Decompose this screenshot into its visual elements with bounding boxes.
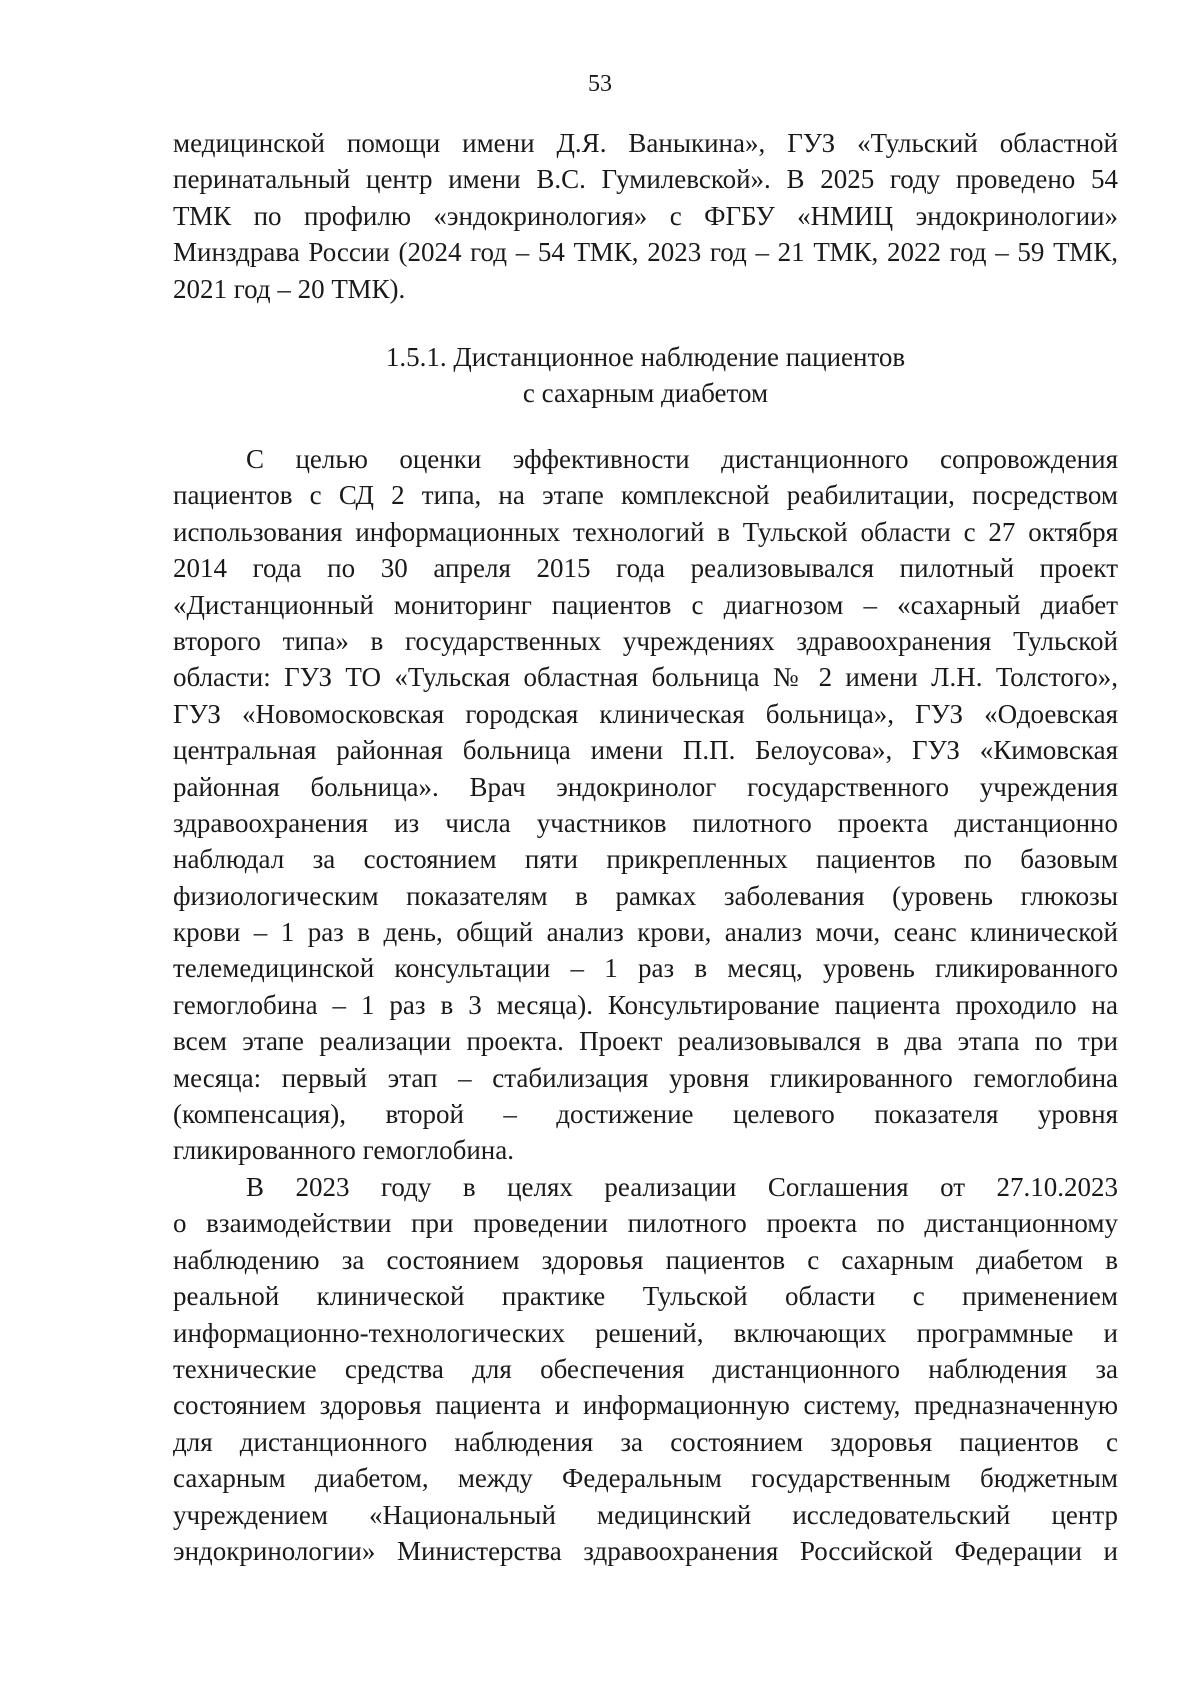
section-heading-line: 1.5.1. Дистанционное наблюдение пациентов xyxy=(385,342,906,372)
text-line: второго типа» в государственных учреждениях здравоохранения Тульской xyxy=(173,625,1118,656)
text-line: гликированного гемоглобина. xyxy=(173,1135,514,1166)
section-heading xyxy=(173,339,1118,412)
text-line: наблюдению за состоянием здоровья пациентов с сахарным диабетом в xyxy=(173,1244,1118,1275)
text-line: ТМК по профилю «эндокринология» с ФГБУ «НМИЦ эндокринологии» xyxy=(173,200,1118,231)
page-number: 53 xyxy=(588,71,612,97)
text-line: Минздрава России (2024 год – 54 ТМК, 2023 год – 21 ТМК, 2022 год – 59 ТМК, xyxy=(173,237,1118,268)
text-line: ГУЗ «Новомосковская городская клиническая больница», ГУЗ «Одоевская xyxy=(173,698,1118,729)
text-line: состоянием здоровья пациента и информационную систему, предназначенную xyxy=(173,1390,1118,1421)
text-line: сахарным диабетом, между Федеральным государственным бюджетным xyxy=(173,1463,1118,1494)
text-line: использования информационных технологий в Тульской области с 27 октября xyxy=(173,516,1118,547)
paragraph-2023-agreement xyxy=(173,1169,1118,1569)
text-line: пациентов с СД 2 типа, на этапе комплексной реабилитации, посредством xyxy=(173,480,1118,511)
text-line: технические средства для обеспечения дистанционного наблюдения за xyxy=(173,1353,1118,1384)
text-line: медицинской помощи имени Д.Я. Ваныкина», ГУЗ «Тульский областной xyxy=(173,128,1118,158)
text-line: всем этапе реализации проекта. Проект реализовывался в два этапа по три xyxy=(173,1026,1118,1057)
text-line: перинатальный центр имени В.С. Гумилевской». В 2025 году проведено 54 xyxy=(173,164,1118,195)
text-line: месяца: первый этап – стабилизация уровня гликированного гемоглобина xyxy=(173,1062,1118,1093)
text-line: телемедицинской консультации – 1 раз в месяц, уровень гликированного xyxy=(173,953,1118,984)
intro-paragraph xyxy=(173,125,1118,307)
text-line: 2021 год – 20 ТМК). xyxy=(173,273,406,304)
text-line: эндокринологии» Министерства здравоохранения Российской Федерации и xyxy=(173,1535,1118,1566)
text-line: 2014 года по 30 апреля 2015 года реализовывался пилотный проект xyxy=(173,553,1118,584)
text-line: крови – 1 раз в день, общий анализ крови, анализ мочи, сеанс клинической xyxy=(173,917,1118,948)
text-line: районная больница». Врач эндокринолог государственного учреждения xyxy=(173,771,1118,802)
paragraph-remote-monitoring-pilot xyxy=(173,441,1118,1169)
text-line: С целью оценки эффективности дистанционного сопровождения xyxy=(246,444,1118,474)
text-line: гемоглобина – 1 раз в 3 месяца). Консультирование пациента проходило на xyxy=(173,989,1118,1020)
text-line: о взаимодействии при проведении пилотного проекта по дистанционному xyxy=(173,1208,1118,1239)
text-line: информационно-технологических решений, включающих программные и xyxy=(173,1317,1118,1348)
text-line: здравоохранения из числа участников пилотного проекта дистанционно xyxy=(173,807,1118,838)
text-line: для дистанционного наблюдения за состоянием здоровья пациентов с xyxy=(173,1426,1118,1457)
text-line: реальной клинической практике Тульской области с применением xyxy=(173,1281,1118,1312)
text-line: В 2023 году в целях реализации Соглашения от 27.10.2023 xyxy=(246,1172,1118,1202)
text-line: физиологическим показателям в рамках заболевания (уровень глюкозы xyxy=(173,880,1118,911)
text-line: учреждением «Национальный медицинский исследовательский центр xyxy=(173,1499,1118,1530)
text-line: области: ГУЗ ТО «Тульская областная больница № 2 имени Л.Н. Толстого», xyxy=(173,662,1118,693)
text-line: наблюдал за состоянием пяти прикрепленных пациентов по базовым xyxy=(173,844,1118,875)
section-heading-line: с сахарным диабетом xyxy=(522,378,769,409)
text-line: центральная районная больница имени П.П. Белоусова», ГУЗ «Кимовская xyxy=(173,735,1118,766)
text-line: (компенсация), второй – достижение целевого показателя уровня xyxy=(173,1099,1118,1130)
text-line: «Дистанционный мониторинг пациентов с диагнозом – «сахарный диабет xyxy=(173,589,1118,620)
